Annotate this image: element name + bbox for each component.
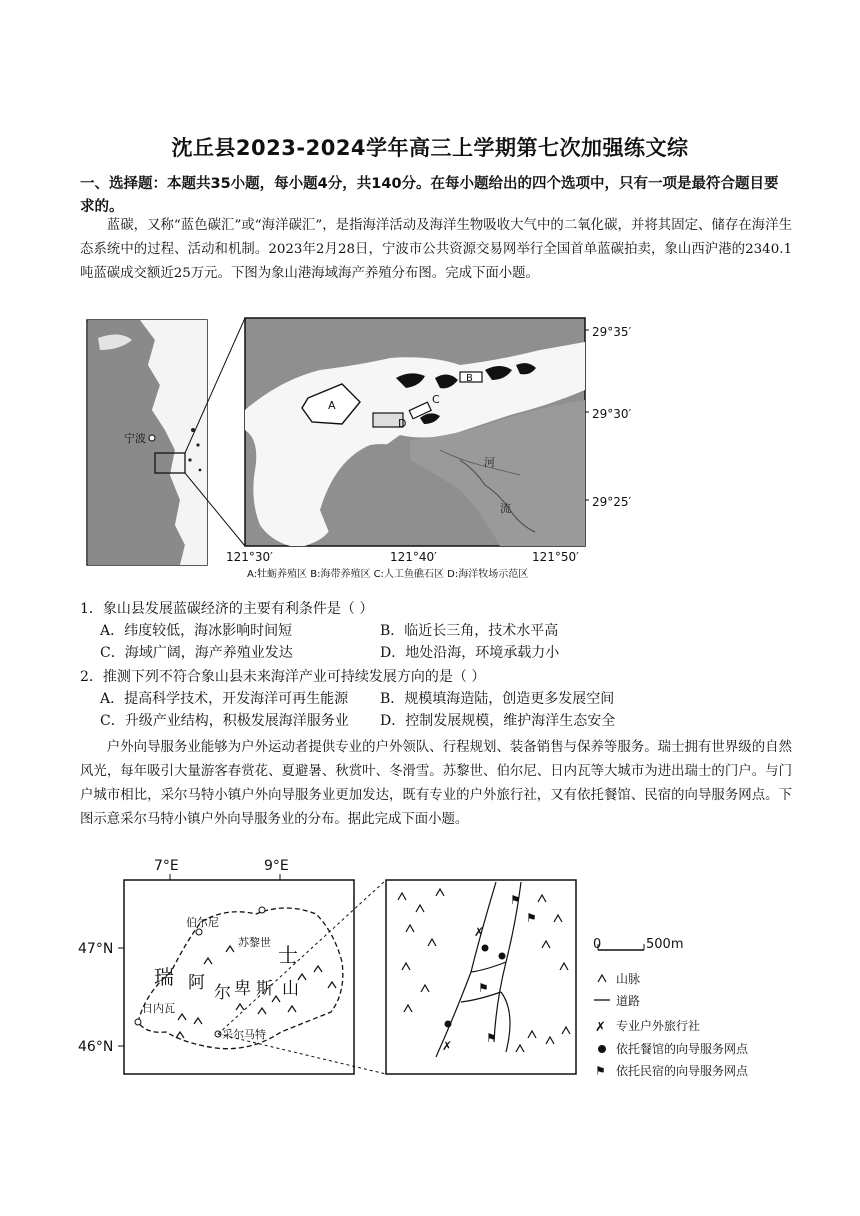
city-zurich: 苏黎世 <box>238 936 271 949</box>
lon-label-1: 121°30′ <box>226 550 273 564</box>
xiangshan-map <box>80 310 640 585</box>
legend-road: 道路 <box>616 994 641 1008</box>
q1-option-b: B．临近长三角，技术水平高 <box>380 623 559 639</box>
svg-text:⚑: ⚑ <box>478 981 489 995</box>
mountain-char-2: 尔 <box>214 983 231 1003</box>
zermatt-zoom-frame <box>386 880 576 1074</box>
passage-1: 蓝碳，又称“蓝色碳汇”或“海洋碳汇”，是指海洋活动及海洋生物吸收大气中的二氧化碳，并将其固定、储存在海洋生态系统中的过程、活动和机制。2023年2月28日，宁波市公共资源交易网举行全国首单蓝碳拍卖，象山西沪港的2340.1吨蓝碳成交额近25万元。下图为象山港海域海产养殖分布图。完成下面小题。 <box>80 218 792 281</box>
lon-9e: 9°E <box>264 858 289 874</box>
passage-2: 户外向导服务业能够为户外运动者提供专业的户外领队、行程规划、装备销售与保养等服务。瑞士拥有世界级的自然风光，每年吸引大量游客春赏花、夏避暑、秋赏叶、冬滑雪。苏黎世、伯尔尼、日内瓦等大城市为进出瑞士的门户。与门户城市相比，采尔马特小镇户外向导服务业更加发达，既有专业的户外旅行社，又有依托餐馆、民宿的向导服务网点。下图示意采尔马特小镇户外向导服务业的分布。据此完成下面小题。 <box>80 740 792 827</box>
zone-d-label: D <box>398 417 407 430</box>
svg-text:⚑: ⚑ <box>486 1031 497 1045</box>
scale-500m: 500m <box>646 937 684 952</box>
question-1-stem: 1．象山县发展蓝碳经济的主要有利条件是（ ） <box>80 601 374 617</box>
legend-homestay-symbol: ⚑ <box>595 1064 606 1078</box>
question-2 <box>80 666 792 732</box>
q2-option-b: B．规模填海造陆，创造更多发展空间 <box>380 691 615 707</box>
map1-legend: A:牡蛎养殖区 B:海带养殖区 C:人工鱼礁石区 D:海洋牧场示范区 <box>247 569 529 580</box>
zermatt-map <box>76 852 766 1084</box>
section-heading: 一、选择题：本题共35小题，每小题4分，共140分。在每小题给出的四个选项中，只有一项是最符合题目要求的。 <box>80 176 779 215</box>
zone-a-label: A <box>328 399 336 412</box>
svg-text:⚑: ⚑ <box>510 893 521 907</box>
city-bern: 伯尔尼 <box>186 916 219 929</box>
lon-label-2: 121°40′ <box>390 550 437 564</box>
legend-agency-symbol: ✗ <box>595 1020 606 1035</box>
q1-option-c: C．海域广阔，海产养殖业发达 <box>100 645 293 661</box>
legend-mountain: 山脉 <box>616 972 641 986</box>
lat-label-2: 29°30′ <box>592 407 632 421</box>
scale-zero: 0 <box>593 937 602 952</box>
river-char-2: 流 <box>500 502 511 515</box>
country-char-1: 瑞 <box>154 965 174 989</box>
legend-restaurant-symbol <box>598 1045 606 1053</box>
mountain-char-5: 山 <box>282 979 299 999</box>
country-char-2: 士 <box>278 943 298 967</box>
lat-label-3: 29°25′ <box>592 495 632 509</box>
mountain-char-4: 斯 <box>256 979 273 999</box>
question-2-stem: 2．推测下列不符合象山县未来海洋产业可持续发展方向的是（ ） <box>80 669 486 685</box>
legend-restaurant: 依托餐馆的向导服务网点 <box>616 1042 749 1056</box>
mountain-char-3: 卑 <box>234 979 251 999</box>
legend-agency: 专业户外旅行社 <box>616 1019 701 1033</box>
lat-47n: 47°N <box>78 941 114 957</box>
city-zermatt: 采尔马特 <box>222 1028 266 1041</box>
ningbo-dot <box>149 435 155 441</box>
q2-option-d: D．控制发展规模，维护海洋生态安全 <box>380 713 616 729</box>
legend-homestay: 依托民宿的向导服务网点 <box>616 1064 749 1078</box>
q1-option-a: A．纬度较低，海冰影响时间短 <box>100 623 293 639</box>
ningbo-label: 宁波 <box>124 432 146 445</box>
city-geneva: 日内瓦 <box>142 1002 175 1015</box>
lat-46n: 46°N <box>78 1039 114 1055</box>
svg-text:✗: ✗ <box>474 925 485 939</box>
lon-label-3: 121°50′ <box>532 550 579 564</box>
svg-text:✗: ✗ <box>442 1039 453 1053</box>
question-1 <box>80 598 792 664</box>
river-char-1: 河 <box>484 456 495 469</box>
q2-option-c: C．升级产业结构，积极发展海洋服务业 <box>100 713 349 729</box>
q1-option-d: D．地处沿海，环境承载力小 <box>380 645 560 661</box>
mountain-char-1: 阿 <box>188 973 205 993</box>
svg-text:⚑: ⚑ <box>526 911 537 925</box>
page-title: 沈丘县2023-2024学年高三上学期第七次加强练文综 <box>171 136 689 160</box>
legend-mountain-symbol <box>598 975 606 982</box>
lon-7e: 7°E <box>154 858 179 874</box>
zone-b-label: B <box>466 373 473 384</box>
zone-c-label: C <box>432 393 440 406</box>
lat-label-1: 29°35′ <box>592 325 632 339</box>
q2-option-a: A．提高科学技术，开发海洋可再生能源 <box>100 691 349 707</box>
